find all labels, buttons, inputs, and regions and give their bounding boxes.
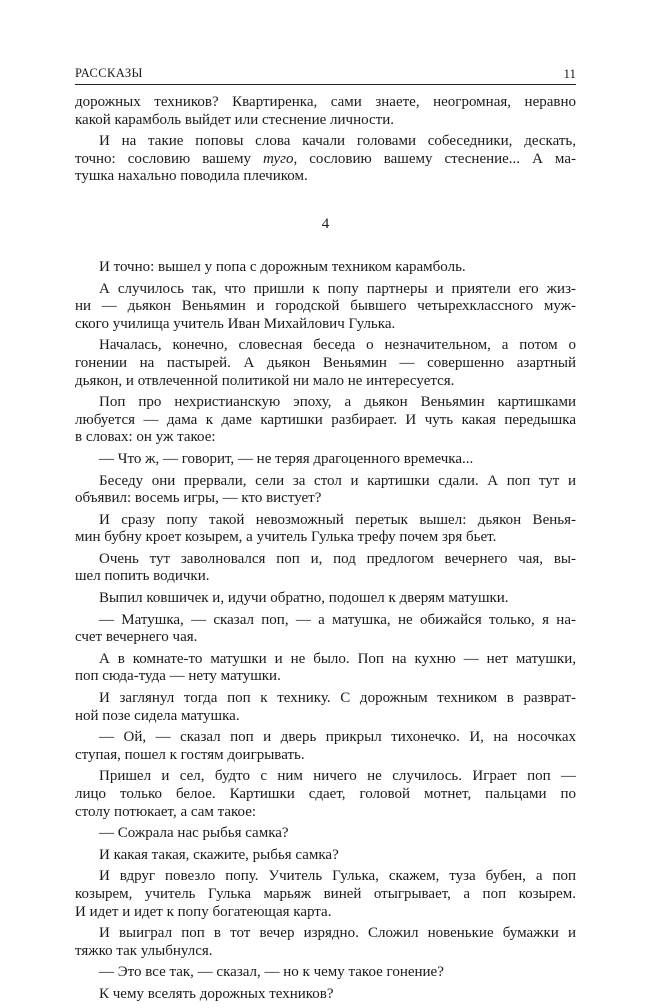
text-line: Поп про нехристианскую эпоху, а дьякон Веньямин картишками <box>99 394 576 411</box>
text-line: ского училища учитель Иван Михайлович Гулька. <box>75 315 396 332</box>
paragraph <box>75 612 576 647</box>
paragraph <box>75 868 576 921</box>
text-line: шел попить водички. <box>75 568 210 585</box>
text-line: И выиграл поп в тот вечер изрядно. Сложил новенькие бумажки и <box>99 925 576 942</box>
paragraph <box>75 551 576 586</box>
text-line: И точно: вышел у попа с дорожным техником карамболь. <box>99 258 466 275</box>
paragraph <box>75 133 576 186</box>
paragraph <box>75 729 576 764</box>
text-line: дьякон, и отвлеченной политикой ни мало не интересуется. <box>75 372 455 389</box>
text-line: Выпил ковшичек и, идучи обратно, подошел к дверям матушки. <box>99 590 509 607</box>
paragraph <box>75 281 576 334</box>
paragraph <box>75 394 576 447</box>
text-line: Беседу они прервали, сели за стол и картишки сдали. А поп тут и <box>99 472 576 489</box>
paragraph <box>75 94 576 129</box>
text-line: И вдруг повезло попу. Учитель Гулька, скажем, туза бубен, а поп <box>99 868 576 885</box>
paragraph <box>75 964 576 982</box>
text-line: — Матушка, — сказал поп, — а матушка, не обижайся только, я на- <box>99 611 576 628</box>
page-header <box>75 64 576 85</box>
text-line: счет вечернего чая. <box>75 629 198 646</box>
paragraph <box>75 651 576 686</box>
text-line: какой карамболь выйдет или стеснение личности. <box>75 111 394 128</box>
text-line: И идет и идет к попу богатеющая карта. <box>75 903 332 920</box>
text-line: — Что ж, — говорит, — не теряя драгоценного времечка... <box>99 450 474 467</box>
text-line: лицо только белое. Картишки сдает, головой мотнет, пальцами по <box>75 786 576 802</box>
paragraph <box>75 451 576 469</box>
text-line: поп сюда-туда — нету матушки. <box>75 668 281 685</box>
text-line: И на такие поповы слова качали головами собеседники, дескать, <box>99 133 576 150</box>
text-line: в словах: он уж такое: <box>75 429 216 446</box>
page-number: 11 <box>563 66 576 81</box>
paragraph <box>75 259 576 277</box>
text-line: ступая, пошел к гостям доигрывать. <box>75 746 305 763</box>
paragraph <box>75 768 576 821</box>
text-line: Очень тут заволновался поп и, под предлогом вечернего чая, вы- <box>99 550 576 567</box>
text-line: мин бубну кроет козырем, а учитель Гулька трефу почем зря бьет. <box>75 529 497 546</box>
text-line: — Это все так, — сказал, — но к чему такое гонение? <box>99 964 444 981</box>
running-head: РАССКАЗЫ <box>75 66 143 80</box>
intro-text <box>75 94 576 186</box>
text-line: Пришел и сел, будто с ним ничего не случилось. Играет поп — <box>99 768 576 785</box>
text-line: ни — дьякон Веньямин и городской бывшего четырехклассного муж- <box>75 298 576 315</box>
text-line: — Сожрала нас рыбья самка? <box>99 825 289 842</box>
paragraph <box>75 825 576 843</box>
paragraph <box>75 590 576 608</box>
text-line: объявил: восемь игры, — кто вистует? <box>75 490 322 507</box>
text-line: дорожных техников? Квартиренка, сами знаете, неогромная, неравно <box>75 94 576 110</box>
chapter-text <box>75 259 576 1004</box>
text-line: гонении на пастырей. А дьякон Веньямин — совершенно азартный <box>75 354 576 371</box>
text-line: Началась, конечно, словесная беседа о незначительном, а потом о <box>99 337 576 354</box>
text-line: точно: сословию вашему туго, сословию вашему стеснение... А ма- <box>75 150 576 167</box>
text-line: А случилось так, что пришли к попу партнеры и приятели его жиз- <box>99 280 576 297</box>
paragraph <box>75 473 576 508</box>
paragraph <box>75 512 576 547</box>
text-line: А в комнате-то матушки и не было. Поп на кухню — нет матушки, <box>99 650 576 667</box>
text-line: К чему вселять дорожных техников? <box>99 985 334 1002</box>
text-line: тяжко так улыбнулся. <box>75 942 213 959</box>
text-line: ной позе сидела матушка. <box>75 707 240 724</box>
text-line: И сразу попу такой невозможный перетык вышел: дьякон Венья- <box>99 511 576 528</box>
text-line: любуется — дама к даме картишки разбирает. И чуть какая передышка <box>75 411 576 428</box>
section-number: 4 <box>321 215 330 232</box>
text-line: И какая такая, скажите, рыбья самка? <box>99 846 339 863</box>
page-body <box>75 94 576 1008</box>
paragraph <box>75 337 576 390</box>
paragraph <box>75 847 576 865</box>
text-line: — Ой, — сказал поп и дверь прикрыл тихонечко. И, на носочках <box>99 729 576 746</box>
paragraph <box>75 690 576 725</box>
paragraph <box>75 925 576 960</box>
text-line: столу потюкает, а сам такое: <box>75 803 257 820</box>
text-line: тушка нахально поводила плечиком. <box>75 168 308 185</box>
text-line: И заглянул тогда поп к технику. С дорожным техником в разврат- <box>99 690 576 707</box>
text-line: козырем, учитель Гулька марьяж виней отыгрывает, а поп козырем. <box>75 885 576 902</box>
